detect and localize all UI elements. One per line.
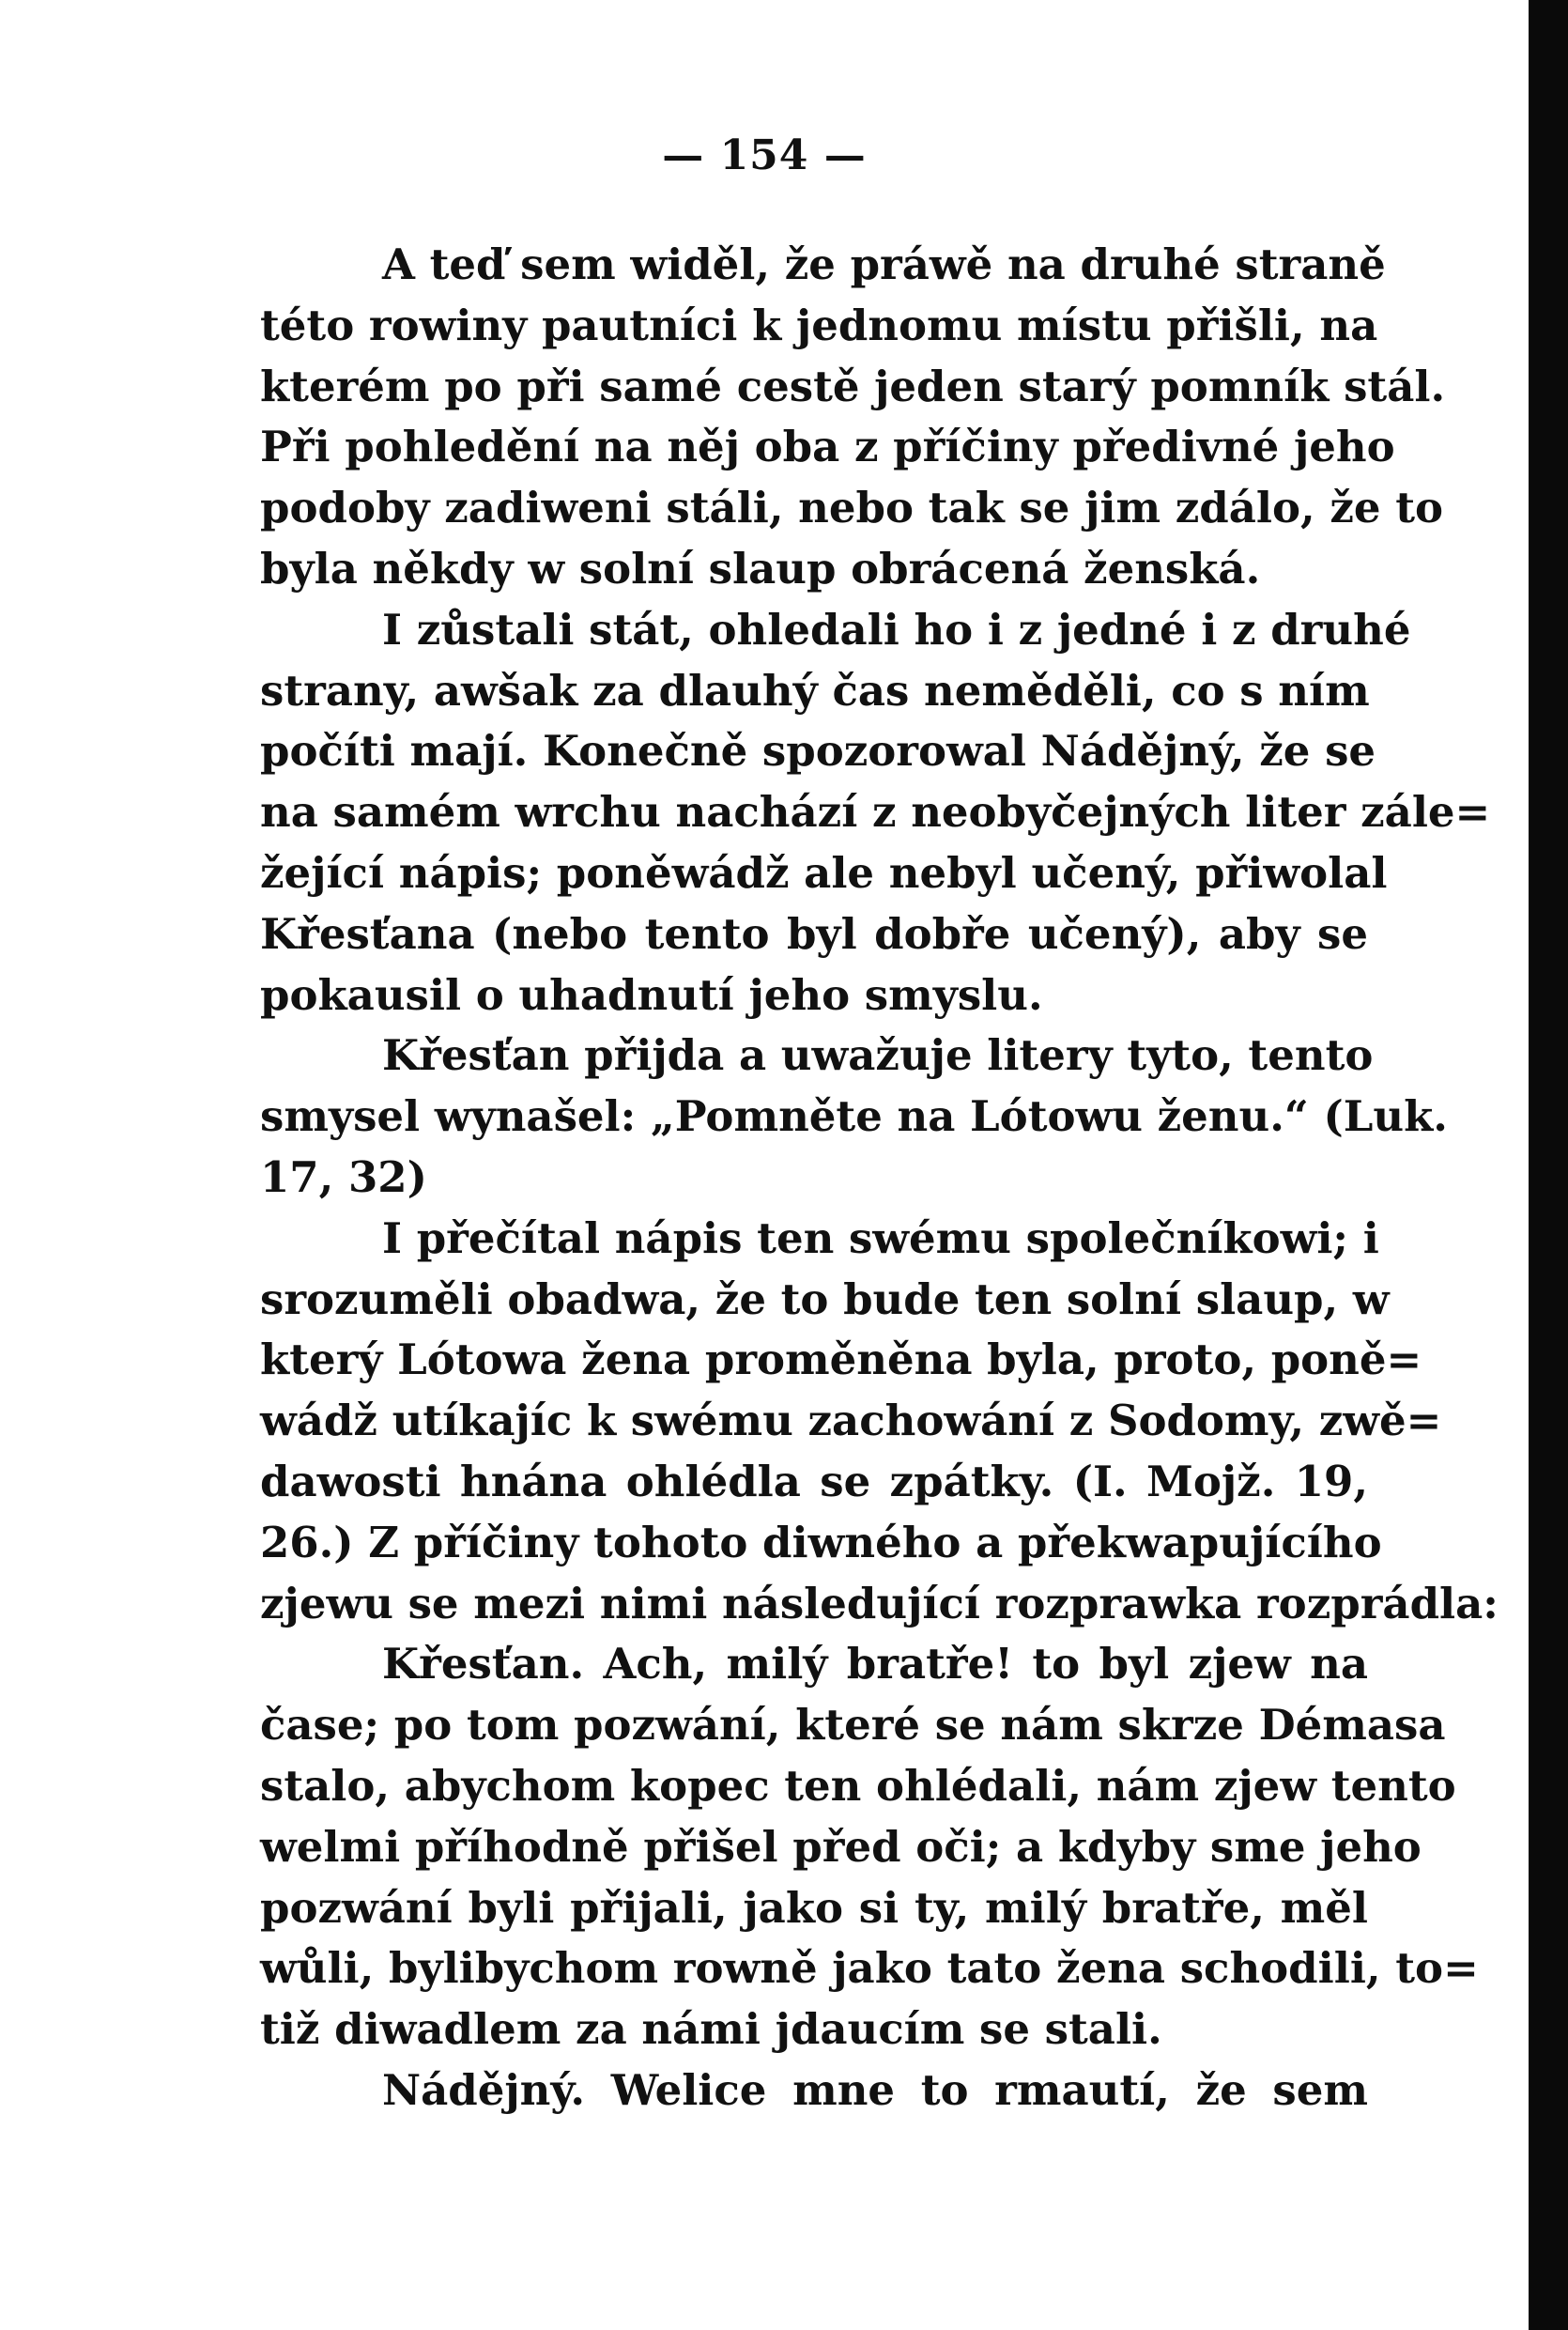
text-line: Křesťan. Ach, milý bratře! to byl zjew na [382,1639,1368,1690]
text-line: wůli, bylibychom rowně jako tato žena schodili, to= [260,1943,1479,1994]
text-line: wádž utíkajíc k swému zachowání z Sodomy, zwě= [260,1396,1442,1446]
text-line: stalo, abychom kopec ten ohlédali, nám zjew tento [260,1760,1456,1811]
text-line: podoby zadiweni stáli, nebo tak se jim zdálo, že to [260,483,1443,533]
text-line: Křesťana (nebo tento byl dobře učený), aby se [260,908,1368,959]
text-line: Nádějný. Welice mne to rmautí, že sem [382,2064,1368,2115]
page-edge [1529,0,1568,2330]
text-line: byla někdy w solní slaup obrácená ženská. [260,543,1261,594]
text-line: 26.) Z příčiny tohoto diwného a překwapujícího [260,1517,1382,1567]
text-line: žející nápis; poněwádž ale nebyl učený, přiwolal [260,847,1388,898]
text-line: I zůstali stát, ohledali ho i z jedné i z druhé [382,604,1411,655]
text-line: A teď sem widěl, že práwě na druhé straně [382,239,1386,289]
text-line: této rowiny pautníci k jednomu místu přišli, na [260,300,1378,350]
text-line: dawosti hnána ohlédla se zpátky. (I. Mojž. 19, [260,1456,1368,1506]
text-line: čase; po tom pozwání, které se nám skrze Démasa [260,1700,1446,1751]
text-line: tiž diwadlem za námi jdaucím se stali. [260,2004,1162,2055]
text-line: Při pohledění na něj oba z příčiny předivné jeho [260,422,1395,472]
text-line: pokausil o uhadnutí jeho smyslu. [260,969,1043,1020]
text-line: Křesťan přijda a uwažuje litery tyto, tento [382,1030,1374,1081]
text-line: strany, awšak za dlauhý čas neměděli, co s ním [260,665,1370,716]
text-line: počíti mají. Konečně spozorowal Nádějný, že se [260,726,1376,777]
text-line: 17, 32) [260,1151,427,1202]
text-line: I přečítal nápis ten swému společníkowi; i [382,1212,1379,1263]
text-line: pozwání byli přijali, jako si ty, milý bratře, měl [260,1882,1368,1933]
body-text [260,235,1499,2122]
page-number: — 154 — [662,131,867,179]
text-line: zjewu se mezi nimi následující rozprawka rozprádla: [260,1578,1499,1628]
text-line: smysel wynašel: „Pomněte na Lótowu ženu.“ (Luk. [260,1091,1448,1142]
text-line: srozuměli obadwa, že to bude ten solní slaup, w [260,1273,1390,1324]
text-line: který Lótowa žena proměněna byla, proto, poně= [260,1335,1422,1385]
text-line: kterém po při samé cestě jeden starý pomník stál. [260,361,1446,411]
text-line: welmi příhodně přišel před oči; a kdyby sme jeho [260,1821,1422,1872]
text-line: na samém wrchu nachází z neobyčejných liter zále= [260,787,1491,838]
